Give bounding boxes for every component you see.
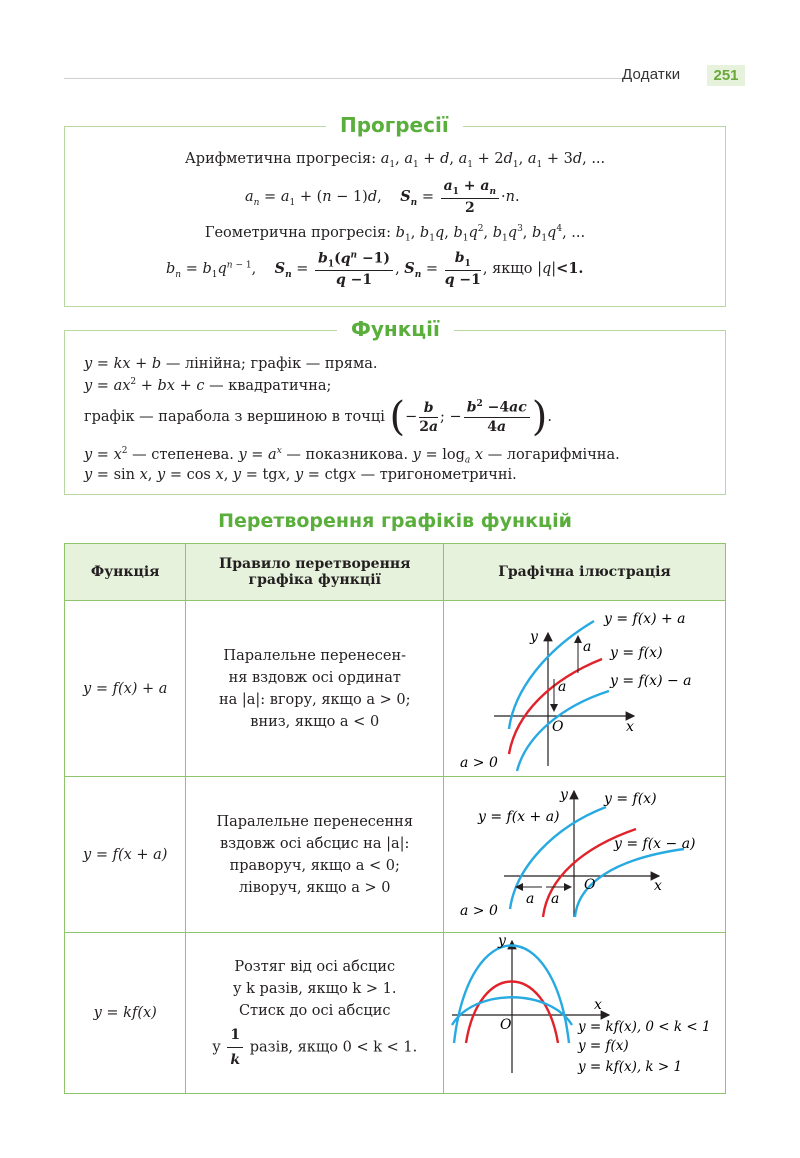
curve-shift-up <box>509 621 594 729</box>
header-function: Функція <box>65 544 186 601</box>
function-cell: y = kf(x) <box>65 933 186 1094</box>
label-x-axis: x <box>625 719 634 735</box>
table-row <box>65 777 726 933</box>
table-row <box>65 601 726 777</box>
quadratic-line: $y = ax^2$ + bx + c — квадратична; <box>84 377 332 394</box>
label-origin: O <box>551 719 564 735</box>
label-f-x-minus-a: y = f(x − a) <box>613 836 696 852</box>
label-y-axis: y <box>497 933 506 949</box>
page-number: 251 <box>707 65 745 86</box>
label-f: y = f(x) <box>609 645 663 661</box>
rule-cell: Паралельне перенесен- ня вздовж осі ординат на |a|: вгору, якщо a > 0; вниз, якщо a < 0 <box>186 601 444 777</box>
label-stretch: y = kf(x), k > 1 <box>577 1059 683 1075</box>
illustration-cell <box>443 777 725 933</box>
label-a-bottom: a <box>557 679 567 695</box>
rule-cell: Розтяг від осі абсцис у k разів, якщо k > 1. Стиск до осі абсцис у $\frac{1}{k}$ разів, якщо 0 < k < 1. <box>186 933 444 1094</box>
vertical-stretch-graph <box>444 933 725 1093</box>
function-cell: y = f(x) + a <box>65 601 186 777</box>
illustration-cell <box>443 601 725 777</box>
function-cell: y = f(x + a) <box>65 777 186 933</box>
label-x-axis: x <box>593 997 602 1013</box>
label-compress: y = kf(x), 0 < k < 1 <box>577 1019 711 1035</box>
illustration-cell <box>443 933 725 1094</box>
header-illustration: Графічна ілюстрація <box>443 544 725 601</box>
geom-formula-line: $b_n = b_1q^{n - 1}$, $S_n$ = $\frac{b_1(q^n -1)}{q -1}$ , $S_n$ = $\frac{b_1}{q -1}$ , якщо |q|<1. <box>166 250 584 289</box>
label-f: y = f(x) <box>603 791 657 807</box>
geom-sequence-line: Геометрична прогресія: $b_1$, $b_1q$, $b_1q^2$, $b_1q^3$, $b_1q^4$, ... <box>204 224 586 244</box>
label-origin: O <box>583 877 596 893</box>
functions-title: Функції <box>337 317 454 341</box>
power-line: $y = x^2$ — степенева. $y = a^x$ — показникова. $y = \log_a x$ — логарифмічна. <box>84 446 620 466</box>
linear-line: y = kx + b — лінійна; графік — пряма. <box>84 356 378 372</box>
label-f-minus-a: y = f(x) − a <box>609 673 692 689</box>
table-row <box>65 933 726 1094</box>
label-f-plus-a: y = f(x) + a <box>603 611 686 627</box>
table-header-row <box>65 544 726 601</box>
header-rule: Правило перетворення графіка функції <box>186 544 444 601</box>
label-f-x-plus-a: y = f(x + a) <box>477 809 560 825</box>
label-y-axis: y <box>559 787 568 803</box>
vertical-shift-graph <box>444 601 725 776</box>
label-origin: O <box>499 1017 512 1033</box>
section-name: Додатки <box>622 66 681 83</box>
label-condition: a > 0 <box>459 903 498 919</box>
header-rule <box>64 78 624 79</box>
transforms-title: Перетворення графіків функцій <box>218 510 572 532</box>
label-y-axis: y <box>529 629 538 645</box>
label-original: y = f(x) <box>577 1038 629 1054</box>
transforms-table <box>64 543 726 1094</box>
label-a-top: a <box>582 639 592 655</box>
trig-line: y = sin x, y = cos x, y = tgx, y = ctgx — тригонометричні. <box>84 467 517 483</box>
arith-formula-line: $a_n = a_1 + (n - 1)d$, $S_n$ = $\frac{a_1 + a_n}{2}$ ·n. <box>245 178 520 216</box>
parabola-line: графік — парабола з вершиною в точці (− $\frac{b}{2a}$ ; − $\frac{b^2 -4ac}{4a}$ ). <box>84 394 552 440</box>
label-condition: a > 0 <box>459 755 498 771</box>
rule-cell: Паралельне перенесення вздовж осі абсцис на |a|: праворуч, якщо a < 0; ліворуч, якщо a > 0 <box>186 777 444 933</box>
label-a-right: a <box>550 891 560 907</box>
curve-original <box>509 659 602 754</box>
arith-sequence-line: Арифметична прогресія: $a_1$, $a_1 + d$, $a_1 + 2d_1$, $a_1 + 3d$, ... <box>184 151 606 170</box>
horizontal-shift-graph <box>444 777 725 932</box>
label-a-left: a <box>525 891 535 907</box>
label-x-axis: x <box>653 878 662 894</box>
progressions-title: Прогресії <box>326 113 463 137</box>
